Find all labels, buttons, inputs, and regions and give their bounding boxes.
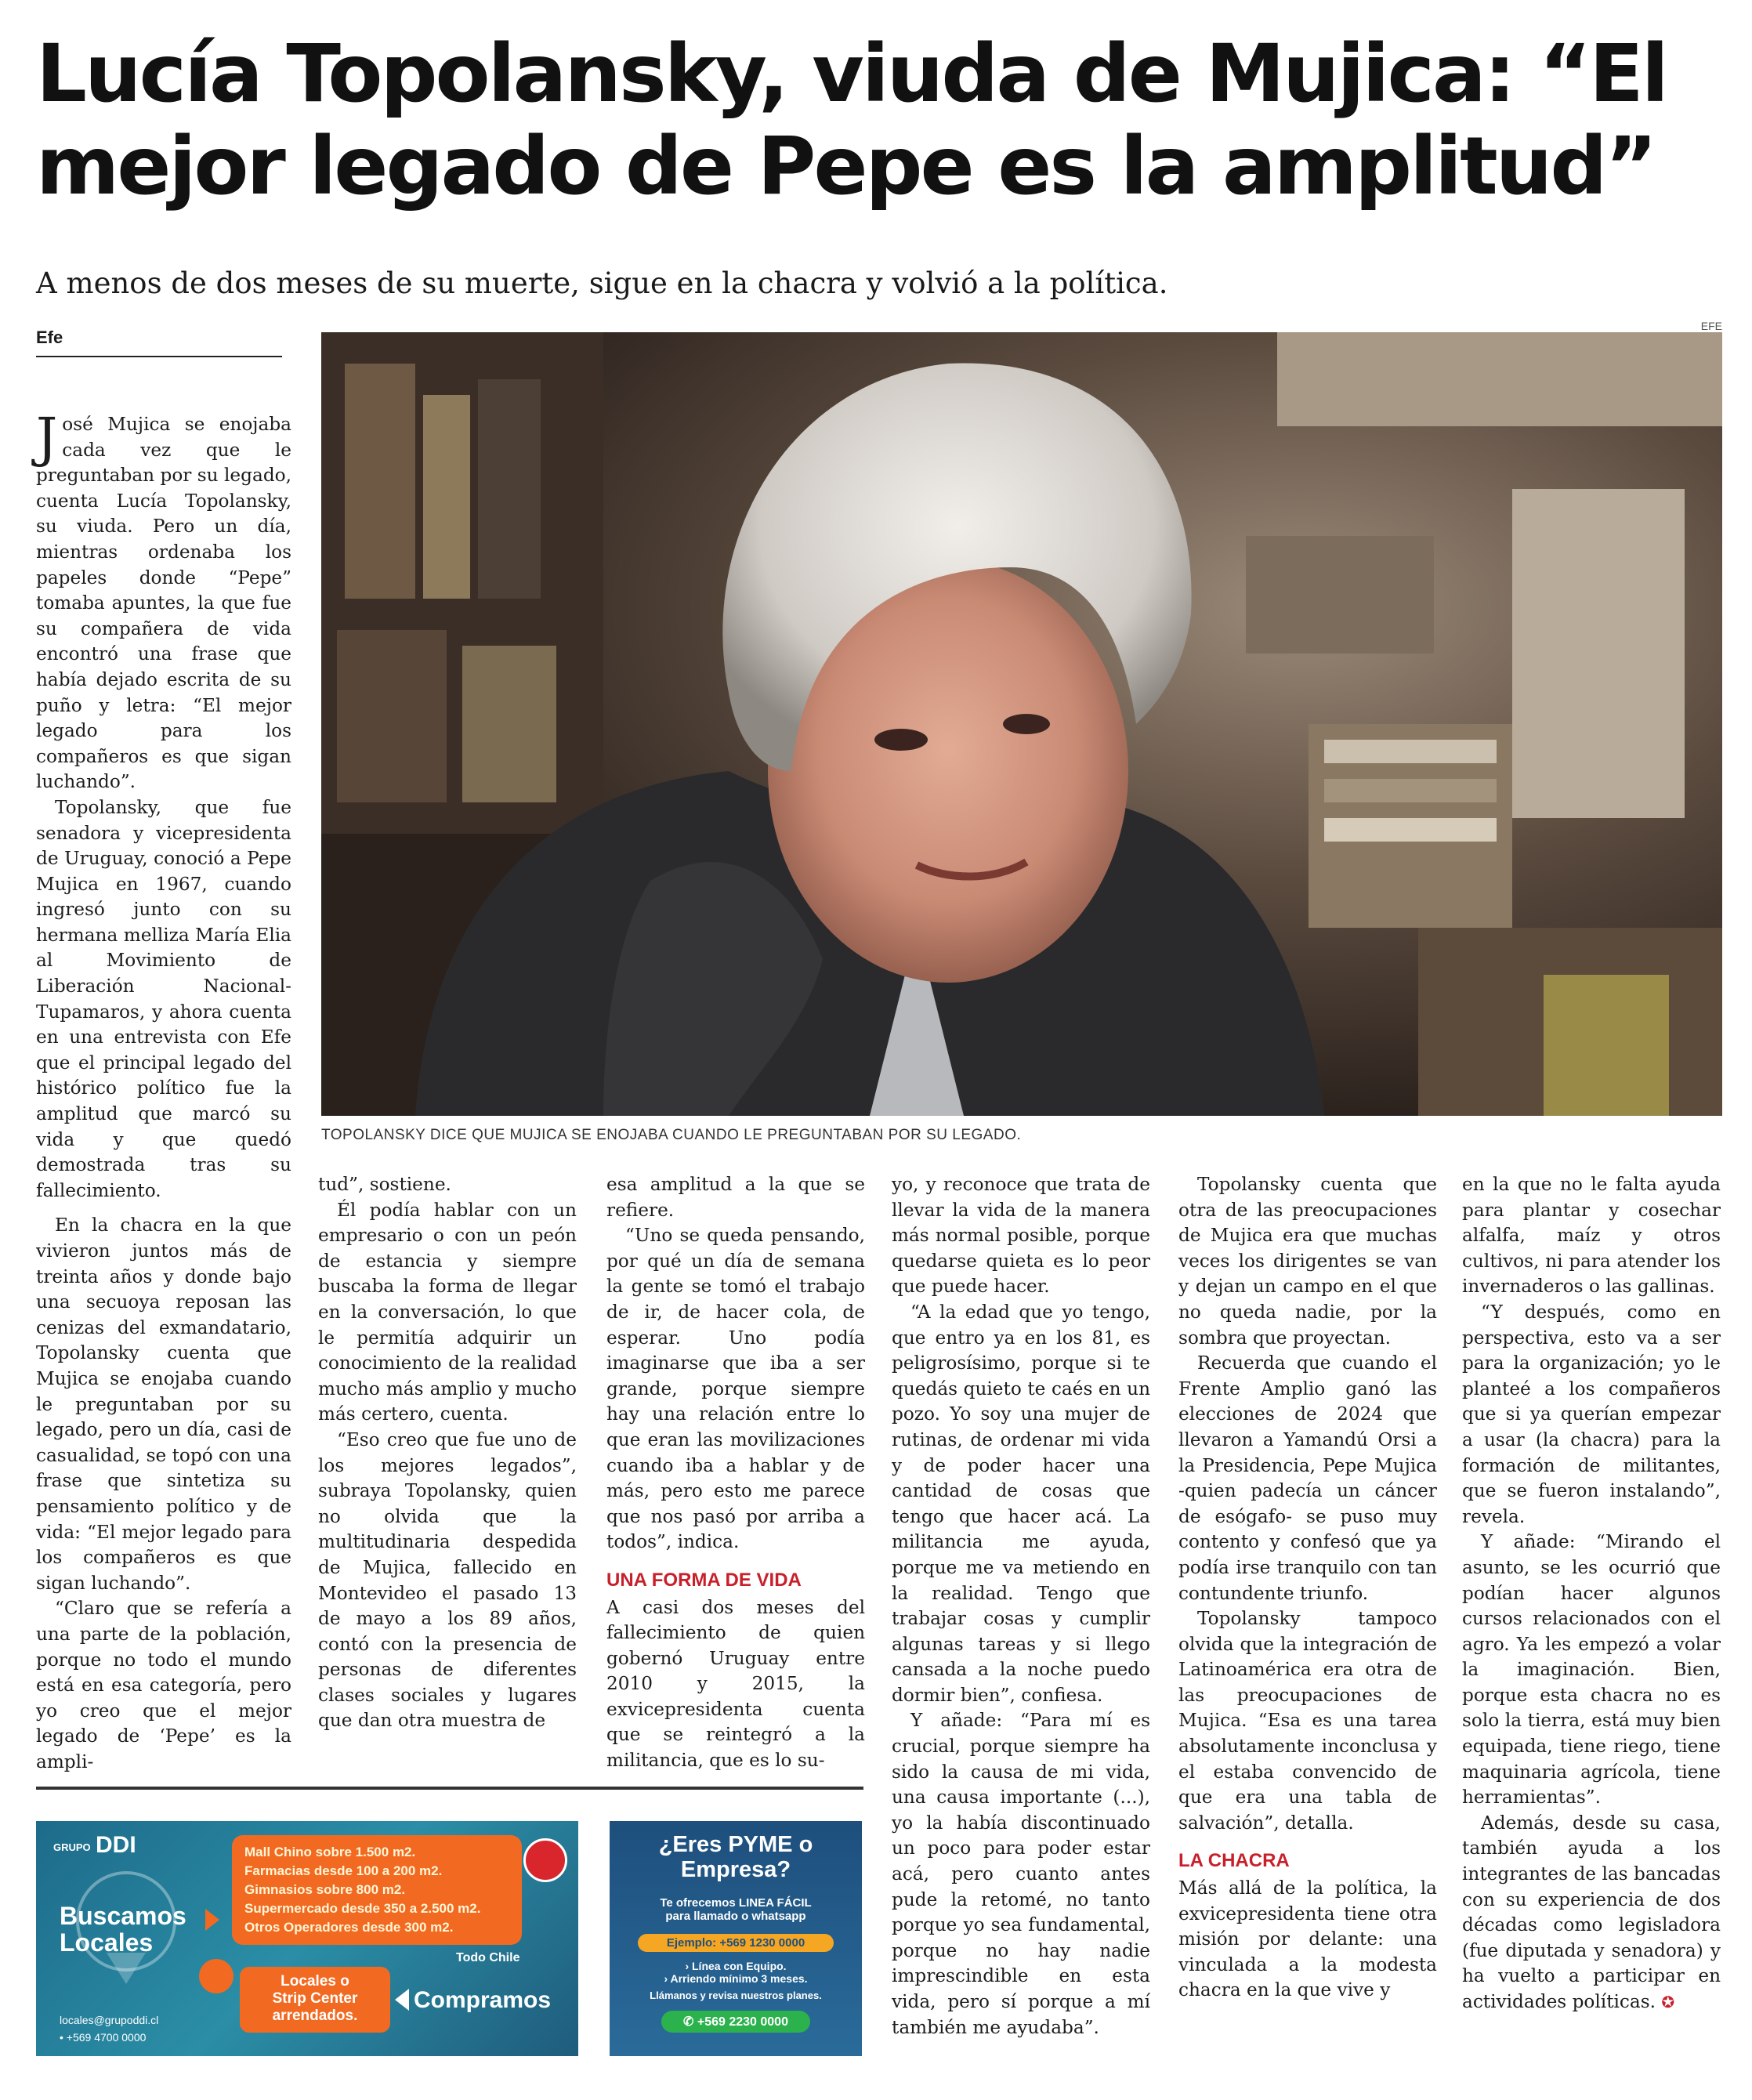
ad1-locales-line: Strip Center xyxy=(272,1990,358,2007)
paragraph: Él podía hablar con un empresario o con un peón de estancia y siempre buscaba la forma de llegar en la conversación, lo que le permitía adquirir un conocimiento de la realidad mucho más amplio y mucho más certero, cuenta. xyxy=(318,1199,577,1425)
ad2-title-line: Empresa? xyxy=(680,1857,791,1882)
paragraph: tud”, sostiene. xyxy=(318,1174,451,1195)
ad1-list-item: Otros Operadores desde 300 m2. xyxy=(244,1920,454,1935)
ad-divider xyxy=(36,1787,863,1790)
ad1-list-item: Mall Chino sobre 1.500 m2. xyxy=(244,1845,416,1859)
headline: Lucía Topolansky, viuda de Mujica: “El mejor legado de Pepe es la amplitud” xyxy=(36,27,1667,213)
subhead: A menos de dos meses de su muerte, sigue en la chacra y volvió a la política. xyxy=(36,266,1168,300)
arrow-left-icon xyxy=(395,1989,409,2011)
ad2-offer-2: para llamado o whatsapp xyxy=(665,1910,806,1923)
paragraph-text: Además, desde su casa, también ayuda a los integrantes de las bancadas con su experiencia de dos décadas como legisladora (fue diputada y senadora) y ha vuelto a participar en actividades políticas. xyxy=(1462,1812,1721,2012)
photo-credit: EFE xyxy=(1700,320,1722,332)
ad-pyme[interactable] xyxy=(610,1821,862,2056)
article-column-4 xyxy=(892,1172,1150,2040)
paragraph: “Eso creo que fue uno de los mejores legados”, subraya Topolansky, quien no olvida que la multitudinaria despedida de Mujica, fallecido en Montevideo el pasado 13 de mayo a los 89 años, contó con la presencia de personas de diferentes clases sociales y lugares que dan otra muestra de xyxy=(318,1428,577,1732)
paragraph xyxy=(1462,1811,1721,2015)
end-mark-icon: ✪ xyxy=(1661,1993,1675,2011)
ad1-title-line: Buscamos xyxy=(60,1902,186,1930)
ad2-plans: Llámanos y revisa nuestros planes. xyxy=(650,1990,822,2001)
portrait-illustration xyxy=(321,332,1722,1116)
byline: Efe xyxy=(36,328,282,357)
ad1-list-box xyxy=(232,1835,522,1945)
ad1-brand-small: GRUPO xyxy=(53,1841,91,1853)
paragraph: “Uno se queda pensando, por qué un día de semana la gente se tomó el trabajo de ir, de hacer cola, de esperar. Uno podía imaginarse que iba a ser grande, porque siempre hay una relación entre lo que eran las movilizaciones cuando iba a hablar y de más, pero esto me parece que nos pasó por arriba a todos”, indica. xyxy=(606,1225,865,1553)
ad1-brand: DDI xyxy=(96,1832,136,1858)
section-heading: UNA FORMA DE VIDA xyxy=(606,1569,802,1591)
ad2-title-line: ¿Eres PYME o xyxy=(658,1832,813,1857)
article-column-2 xyxy=(318,1172,577,1734)
ad2-phone: +569 2230 0000 xyxy=(697,2015,788,2029)
ad2-bullet: › Línea con Equipo. xyxy=(685,1960,787,1972)
photo-caption: TOPOLANSKY DICE QUE MUJICA SE ENOJABA CUANDO LE PREGUNTABAN POR SU LEGADO. xyxy=(321,1127,1022,1143)
ad1-title xyxy=(60,1903,186,1956)
paragraph-text: osé Mujica se enojaba cada vez que le preguntaban por su legado, cuenta Lucía Topolansky, su viuda. Pero un día, mientras ordenaba los papeles donde “Pepe” tomaba apuntes, la que fue su compañera de vida encontró una frase que había dejado escrita de su puño y letra: “El mejor legado para los compañeros es que sigan luchando”. xyxy=(36,414,291,793)
article-column-3 xyxy=(606,1172,865,1774)
paragraph: Más allá de la política, la exvicepresidenta tiene otra misión por delante: una vinculada a la modesta chacra en la que vive y xyxy=(1178,1877,1437,2001)
paragraph: esa amplitud a la que se refiere. xyxy=(606,1174,865,1221)
paragraph: Topolansky cuenta que otra de las preocupaciones de Mujica era que muchas veces los dirigentes se van y dejan un campo en el que no queda nadie, por la sombra que proyectan. xyxy=(1178,1174,1437,1349)
paragraph: “Claro que se refería a una parte de la población, porque no todo el mundo está en esa categoría, pero yo creo que el mejor legado de ‘Pepe’ es la ampli- xyxy=(36,1598,291,1772)
ad1-email[interactable]: locales@grupoddi.cl xyxy=(60,2014,159,2026)
portrait-photo xyxy=(321,332,1722,1116)
paragraph: en la que no le falta ayuda para plantar y cosechar alfalfa, maíz y otros cultivos, ni para atender los invernaderos o las gallinas. xyxy=(1462,1174,1721,1298)
ad-grupo-ddi[interactable] xyxy=(36,1821,578,2056)
section-heading: LA CHACRA xyxy=(1178,1850,1290,1872)
ad2-title xyxy=(610,1832,862,1882)
store-icon xyxy=(199,1959,233,1993)
paragraph: Y añade: “Para mí es crucial, porque siempre ha sido la causa de mi vida, una causa importante (...), yo la había discontinuado un poco para poder estar acá, pero cuanto antes pude la retomé, no tanto porque yo sea fundamental, porque no hay nadie imprescindible en esta vida, pero sí porque a mí también me ayudaba”. xyxy=(892,1710,1150,2038)
ad2-bullet-text: Arriendo mínimo 3 meses. xyxy=(670,1972,808,1985)
article-column-5 xyxy=(1178,1172,1437,2004)
paragraph xyxy=(36,407,291,795)
paragraph: En la chacra en la que vivieron juntos más de treinta años y donde bajo una secuoya reposan las cenizas del exmandatario, Topolansky cuenta que Mujica se enojaba cuando le preguntaban por su legado, pero un día, casi de casualidad, se topó con una frase que sintetiza su pensamiento político y de vida: “El mejor legado para los compañeros es que sigan luchando”. xyxy=(36,1215,291,1594)
ad2-bullet: › Arriendo mínimo 3 meses. xyxy=(664,1972,808,1985)
ad2-example: Ejemplo: +569 1230 0000 xyxy=(638,1934,834,1952)
whatsapp-icon: ✆ xyxy=(683,2015,697,2029)
dropcap: J xyxy=(36,407,58,469)
arrow-right-icon xyxy=(205,1909,219,1931)
ad1-locales-line: Locales o xyxy=(281,1973,349,1990)
article-column-6 xyxy=(1462,1172,1721,2015)
ad1-list-item: Farmacias desde 100 a 200 m2. xyxy=(244,1863,443,1878)
ad1-locales-line: arrendados. xyxy=(272,2008,358,2024)
paragraph: “A la edad que yo tengo, que entro ya en los 81, es peligrosísimo, porque si te quedás quieto te caés en un pozo. Yo soy una mujer de rutinas, de ordenar mi vida y de poder hacer una cantidad de cosas que tengo que hacer acá. La militancia me ayuda, porque me va metiendo en la realidad. Tengo que trabajar cosas y cumplir algunas tareas y si llego cansada a la noche puedo dormir bien”, confiesa. xyxy=(892,1301,1150,1706)
paragraph: Recuerda que cuando el Frente Amplio ganó las elecciones de 2024 que llevaron a Yamandú Orsi a la Presidencia, Pepe Mujica -quien padecía un cáncer de esógafo- se puso muy contento y confesó que ya podía irse tranquilo con tan contundente triunfo. xyxy=(1178,1352,1437,1604)
article-column-1 xyxy=(36,407,291,1775)
globe-pin-icon xyxy=(523,1838,567,1882)
paragraph: yo, y reconoce que trata de llevar la vida de la manera más normal posible, porque quedarse quieta es lo peor que puede hacer. xyxy=(892,1174,1150,1298)
ad1-todo-chile: Todo Chile xyxy=(456,1951,520,1964)
ad1-locales-box xyxy=(240,1967,390,2033)
ad1-list-item: Supermercado desde 350 a 2.500 m2. xyxy=(244,1901,481,1916)
paragraph: Y añade: “Mirando el asunto, se les ocurrió que podían hacer algunos cursos relacionados con el agro. Ya les empezó a volar la imaginación. Bien, porque esta chacra no es solo la tierra, está muy bien equipada, tiene riego, tiene maquinaria agrícola, tiene herramientas”. xyxy=(1462,1531,1721,1809)
paragraph: “Y después, como en perspectiva, esto va a ser para la organización; yo le planteé a los compañeros que si ya querían empezar a usar (la chacra) para la formación de militantes, que se fueron instalando”, revela. xyxy=(1462,1301,1721,1527)
paragraph: A casi dos meses del fallecimiento de quien gobernó Uruguay entre 2010 y 2015, la exvicepresidenta cuenta que se reintegró a la militancia, que es lo su- xyxy=(606,1596,865,1772)
ad1-phone[interactable]: • +569 4700 0000 xyxy=(60,2031,147,2044)
ad2-bullet-text: Línea con Equipo. xyxy=(692,1960,787,1972)
paragraph: Topolansky, que fue senadora y vicepresidenta de Uruguay, conoció a Pepe Mujica en 1967, cuando ingresó junto con su hermana melliza María Elia al Movimiento de Liberación Nacional-Tupamaros, y ahora cuenta en una entrevista con Efe que el principal legado del histórico político fue la amplitud que marcó su vida y que quedó demostrada tras su fallecimiento. xyxy=(36,796,291,1201)
ad1-list-item: Gimnasios sobre 800 m2. xyxy=(244,1882,406,1897)
ad1-title-line: Locales xyxy=(60,1928,154,1957)
ad2-whatsapp-button[interactable] xyxy=(661,2011,810,2033)
ad2-offer: Te ofrecemos LINEA FÁCIL xyxy=(660,1896,812,1910)
ad1-compramos: Compramos xyxy=(414,1987,552,2013)
paragraph: Topolansky tampoco olvida que la integración de Latinoamérica era otra de las preocupaciones de Mujica. “Esa es una tarea absolutamente inconclusa y el estaba convencido de que era una tabla de salvación”, detalla. xyxy=(1178,1608,1437,1834)
